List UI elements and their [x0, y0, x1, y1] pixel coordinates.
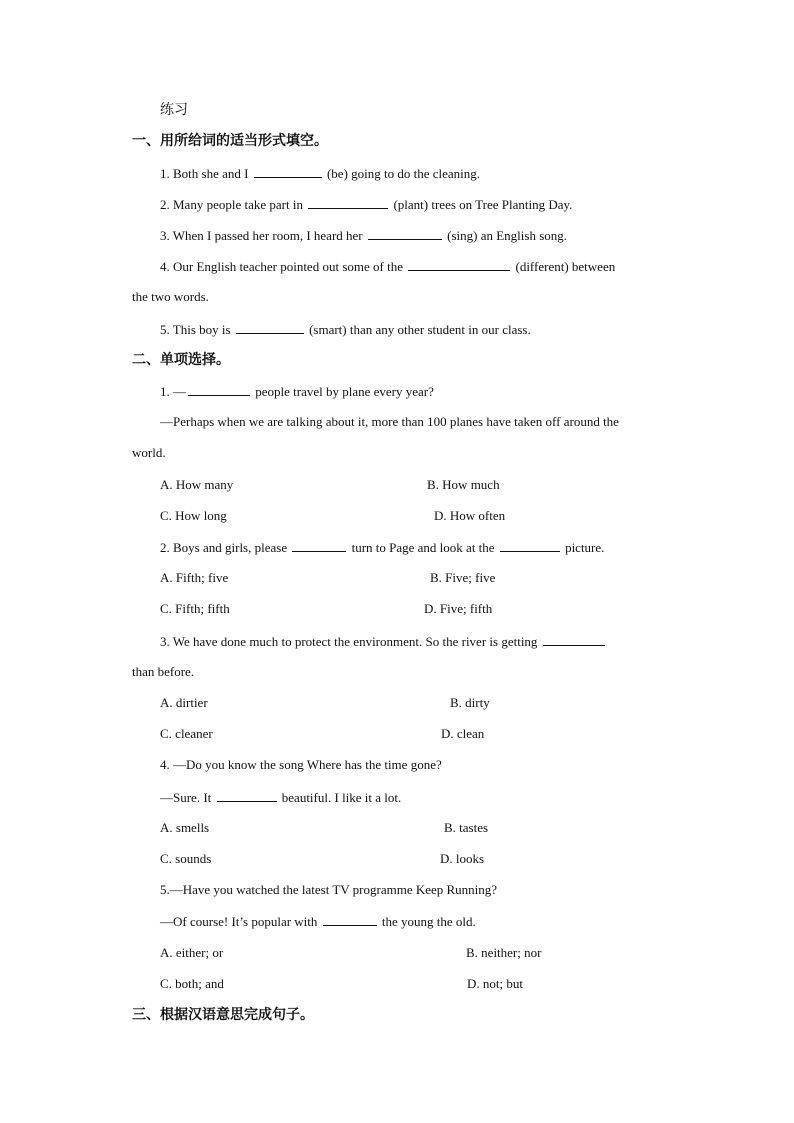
- option-d[interactable]: D. looks: [440, 851, 485, 866]
- question-text: 1. Both she and I: [160, 166, 249, 181]
- answer-blank[interactable]: [254, 165, 322, 178]
- answer-blank[interactable]: [236, 321, 304, 334]
- fill-question-2: [160, 196, 572, 213]
- mc-question-3: [160, 633, 607, 650]
- mc-question-1: [160, 383, 434, 400]
- option-b[interactable]: B. tastes: [444, 820, 489, 835]
- mc-question-3-cont: than before.: [132, 664, 195, 679]
- option-b[interactable]: B. How much: [427, 477, 500, 492]
- question-text: turn to Page and look at the: [351, 540, 495, 555]
- mc-question-1-reply-cont: world.: [132, 445, 166, 460]
- option-c[interactable]: C. both; and: [160, 976, 224, 991]
- section-heading-2: 二、单项选择。: [132, 352, 230, 368]
- option-b[interactable]: B. Five; five: [430, 570, 496, 585]
- question-text: (smart) than any other student in our class.: [309, 322, 531, 337]
- question-text: the young the old.: [381, 914, 476, 929]
- question-text: (different) between: [515, 259, 616, 274]
- answer-blank[interactable]: [292, 539, 346, 552]
- option-d[interactable]: D. not; but: [467, 976, 523, 991]
- option-a[interactable]: A. dirtier: [160, 695, 208, 710]
- question-text: —Of course! It’s popular with: [160, 914, 318, 929]
- question-text: beautiful. I like it a lot.: [281, 790, 402, 805]
- question-text: 2. Boys and girls, please: [160, 540, 288, 555]
- mc-question-1-reply: —Perhaps when we are talking about it, more than 100 planes have taken off around the: [160, 414, 619, 429]
- option-b[interactable]: B. dirty: [450, 695, 490, 710]
- mc-question-4: 4. —Do you know the song Where has the time gone?: [160, 757, 442, 772]
- option-d[interactable]: D. How often: [434, 508, 506, 523]
- answer-blank[interactable]: [188, 383, 250, 396]
- option-d[interactable]: D. clean: [441, 726, 485, 741]
- section-heading-3: 三、根据汉语意思完成句子。: [132, 1007, 314, 1023]
- option-a[interactable]: A. smells: [160, 820, 210, 835]
- fill-question-4-continued: the two words.: [132, 289, 209, 304]
- question-text: 1. —: [160, 384, 186, 399]
- question-text: (be) going to do the cleaning.: [326, 166, 481, 181]
- answer-blank[interactable]: [543, 633, 605, 646]
- question-text: (plant) trees on Tree Planting Day.: [393, 197, 573, 212]
- question-text: picture.: [565, 540, 605, 555]
- fill-question-4: [160, 258, 615, 275]
- question-text: 5. This boy is: [160, 322, 231, 337]
- answer-blank[interactable]: [323, 913, 377, 926]
- answer-blank[interactable]: [500, 539, 560, 552]
- question-text: —Sure. It: [160, 790, 212, 805]
- option-c[interactable]: C. cleaner: [160, 726, 213, 741]
- fill-question-3: [160, 227, 567, 244]
- question-text: 3. When I passed her room, I heard her: [160, 228, 363, 243]
- answer-blank[interactable]: [217, 789, 277, 802]
- option-b[interactable]: B. neither; nor: [466, 945, 542, 960]
- answer-blank[interactable]: [368, 227, 442, 240]
- option-d[interactable]: D. Five; fifth: [424, 601, 493, 616]
- question-text: 2. Many people take part in: [160, 197, 303, 212]
- option-a[interactable]: A. Fifth; five: [160, 570, 229, 585]
- answer-blank[interactable]: [308, 196, 388, 209]
- question-text: 3. We have done much to protect the environment. So the river is getting: [160, 634, 538, 649]
- section-heading-1: 一、用所给词的适当形式填空。: [132, 133, 328, 149]
- answer-blank[interactable]: [408, 258, 510, 271]
- option-c[interactable]: C. Fifth; fifth: [160, 601, 230, 616]
- question-text: people travel by plane every year?: [255, 384, 434, 399]
- mc-question-5: 5.—Have you watched the latest TV programme Keep Running?: [160, 882, 498, 897]
- mc-question-4-reply: [160, 789, 401, 806]
- option-c[interactable]: C. How long: [160, 508, 227, 523]
- option-a[interactable]: A. How many: [160, 477, 234, 492]
- question-text: (sing) an English song.: [447, 228, 568, 243]
- fill-question-1: [160, 165, 480, 182]
- mc-question-5-reply: [160, 913, 476, 930]
- question-text: 4. Our English teacher pointed out some of the: [160, 259, 403, 274]
- option-a[interactable]: A. either; or: [160, 945, 224, 960]
- fill-question-5: [160, 321, 531, 338]
- page-title: 练习: [160, 102, 188, 118]
- mc-question-2: [160, 539, 604, 556]
- option-c[interactable]: C. sounds: [160, 851, 212, 866]
